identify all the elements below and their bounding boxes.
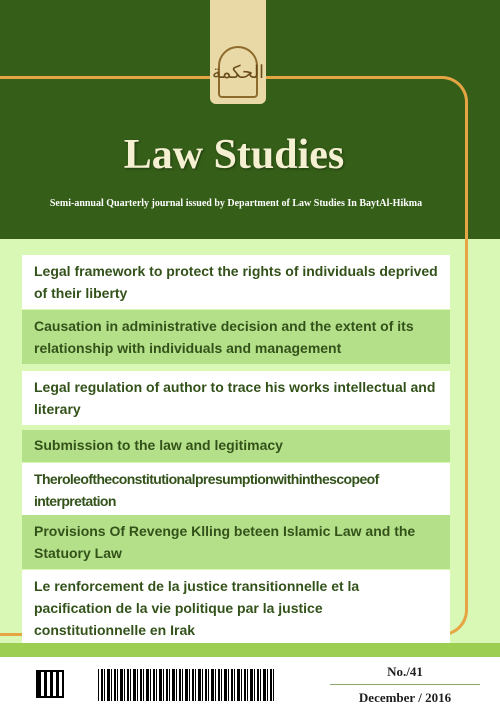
calligraphy-icon: الحكمة xyxy=(218,46,258,98)
qr-code-icon xyxy=(36,670,64,698)
article-item-7: Le renforcement de la justice transitionnelle et la pacification de la vie politique par la justice constitutionnelle en Irak xyxy=(22,570,450,646)
footer-stripe xyxy=(0,643,500,657)
article-item-2: Causation in administrative decision and the extent of its relationship with individuals and management xyxy=(22,310,450,364)
journal-title: Law Studies xyxy=(123,132,345,178)
footer-divider xyxy=(330,684,480,685)
emblem-logo xyxy=(210,0,266,104)
article-item-4: Submission to the law and legitimacy xyxy=(22,430,450,462)
article-item-1: Legal framework to protect the rights of individuals deprived of their liberty xyxy=(22,255,450,309)
article-item-3: Legal regulation of author to trace his works intellectual and literary xyxy=(22,371,450,425)
issue-number: No./41 xyxy=(387,664,423,679)
journal-subtitle: Semi-annual Quarterly journal issued by Department of Law Studies In BaytAl-Hikma xyxy=(49,198,423,209)
article-item-6: Provisions Of Revenge Klling beteen Islamic Law and the Statuory Law xyxy=(22,515,450,569)
article-item-5: Theroleoftheconstitutionalpresumptionwithinthescopeof interpretation xyxy=(22,463,450,517)
issue-date: December / 2016 xyxy=(358,690,452,705)
barcode-icon xyxy=(98,669,274,701)
